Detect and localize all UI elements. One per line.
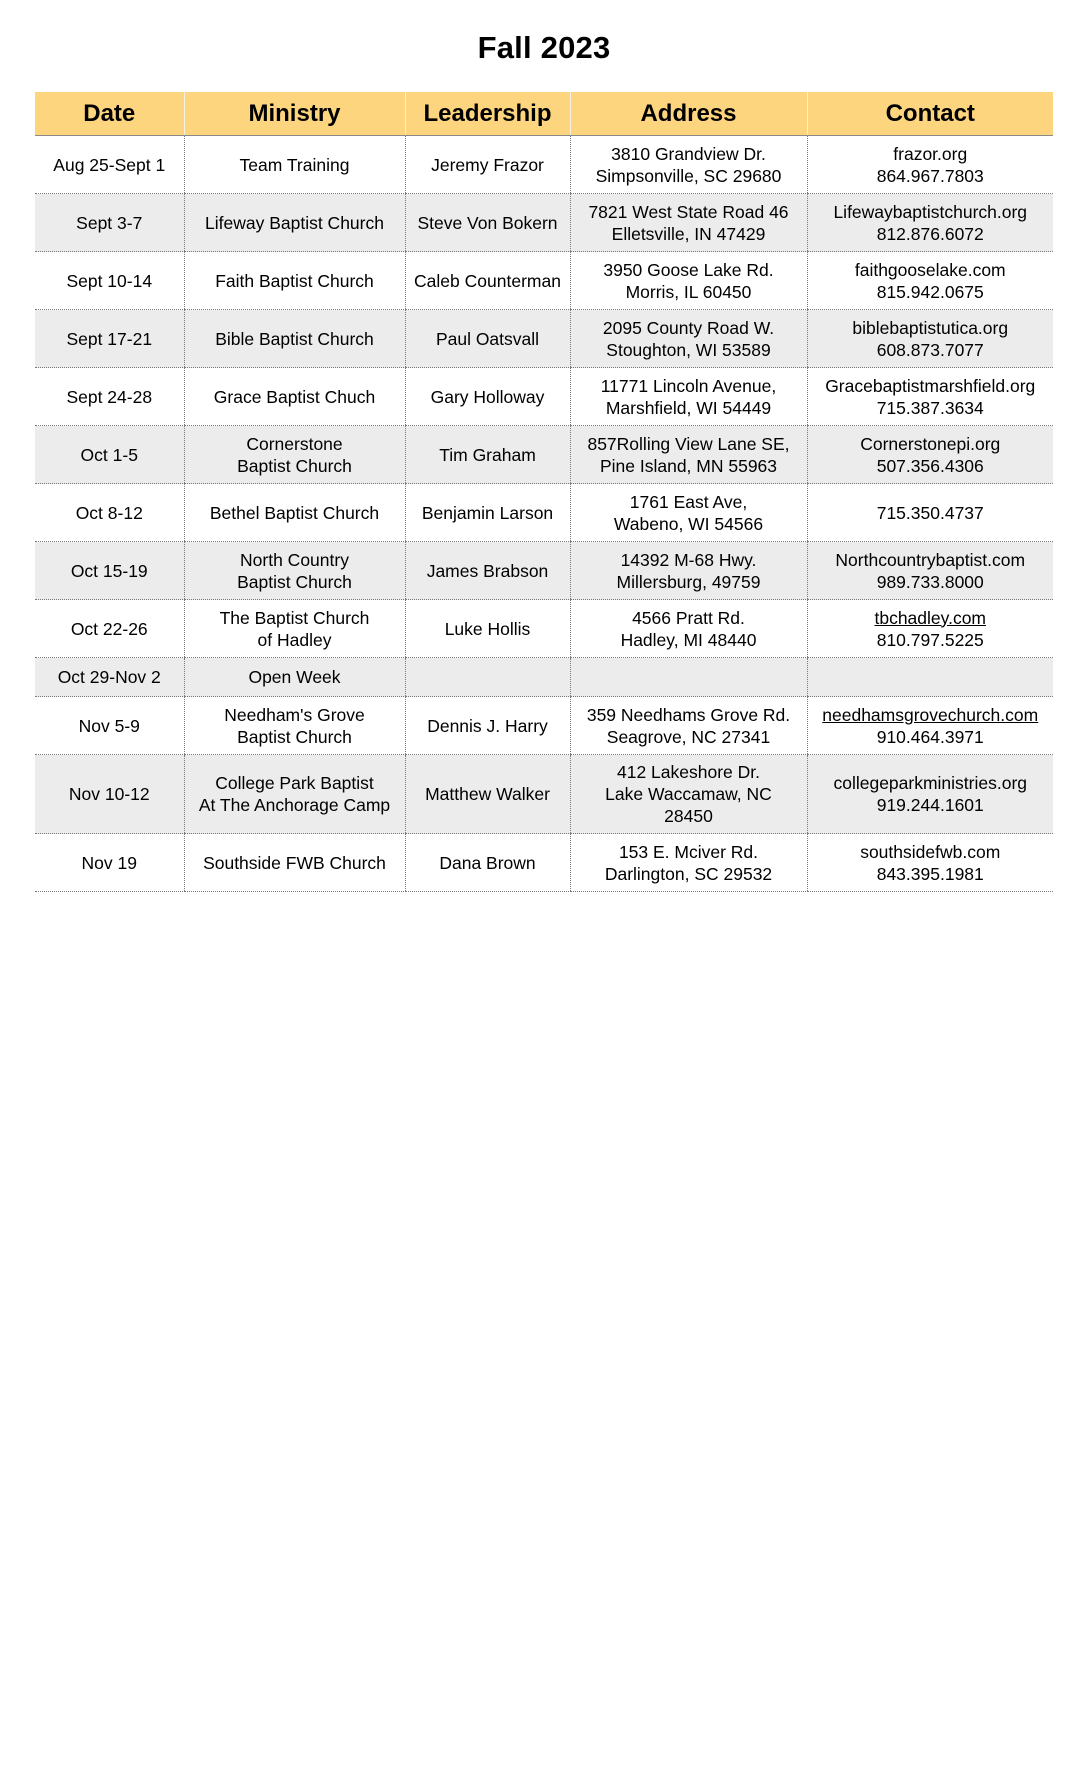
ministry-line: At The Anchorage Camp	[198, 795, 391, 815]
date-cell: Oct 22-26	[35, 600, 184, 658]
table-row	[35, 697, 1053, 755]
leader-cell: Tim Graham	[405, 426, 570, 484]
contact-cell	[807, 368, 1053, 426]
table-row	[35, 310, 1053, 368]
leader-cell	[405, 658, 570, 697]
leader-cell: Dana Brown	[405, 834, 570, 892]
contact-website: Northcountrybaptist.com	[835, 549, 1026, 570]
address-line: Lake Waccamaw, NC	[605, 784, 772, 804]
date-cell: Nov 10-12	[35, 755, 184, 834]
date-cell: Oct 8-12	[35, 484, 184, 542]
leader-cell: Paul Oatsvall	[405, 310, 570, 368]
address-cell	[570, 484, 807, 542]
ministry-cell	[184, 194, 405, 252]
address-cell	[570, 697, 807, 755]
contact-phone: 910.464.3971	[876, 726, 984, 747]
address-cell	[570, 600, 807, 658]
date-cell: Sept 10-14	[35, 252, 184, 310]
address-cell	[570, 136, 807, 194]
contact-cell	[807, 755, 1053, 834]
table-row	[35, 426, 1053, 484]
contact-website: Cornerstonepi.org	[860, 433, 1001, 454]
table-row	[35, 136, 1053, 194]
address-line: 4566 Pratt Rd.	[632, 607, 745, 628]
ministry-cell	[184, 697, 405, 755]
contact-cell	[807, 600, 1053, 658]
address-cell	[570, 252, 807, 310]
ministry-line: Baptist Church	[237, 455, 352, 476]
contact-phone: 715.387.3634	[876, 397, 984, 418]
address-line: 3950 Goose Lake Rd.	[603, 259, 774, 280]
ministry-cell	[184, 252, 405, 310]
contact-cell	[807, 697, 1053, 755]
contact-phone: 608.873.7077	[876, 339, 984, 360]
contact-phone: 989.733.8000	[876, 571, 984, 592]
ministry-cell	[184, 600, 405, 658]
ministry-line: of Hadley	[257, 629, 332, 650]
ministry-cell	[184, 136, 405, 194]
ministry-line: Baptist Church	[237, 726, 352, 747]
address-line: Morris, IL 60450	[625, 281, 752, 302]
ministry-cell	[184, 484, 405, 542]
ministry-cell	[184, 542, 405, 600]
contact-phone: 843.395.1981	[876, 863, 984, 884]
contact-website: collegeparkministries.org	[833, 773, 1028, 793]
date-cell: Nov 19	[35, 834, 184, 892]
address-line: Marshfield, WI 54449	[605, 397, 772, 418]
contact-website: Lifewaybaptistchurch.org	[833, 201, 1028, 222]
address-cell	[570, 194, 807, 252]
address-line: Stoughton, WI 53589	[606, 339, 771, 360]
table-row	[35, 252, 1053, 310]
leader-cell: Dennis J. Harry	[405, 697, 570, 755]
contact-cell	[807, 834, 1053, 892]
address-line: 2095 County Road W.	[602, 317, 775, 338]
date-cell: Sept 3-7	[35, 194, 184, 252]
contact-phone: 812.876.6072	[876, 223, 984, 244]
ministry-line: Lifeway Baptist Church	[205, 212, 384, 233]
table-row	[35, 542, 1053, 600]
date-cell: Oct 15-19	[35, 542, 184, 600]
contact-cell	[807, 542, 1053, 600]
contact-cell	[807, 136, 1053, 194]
address-cell	[570, 658, 807, 697]
contact-website: southsidefwb.com	[860, 841, 1001, 862]
date-cell: Sept 17-21	[35, 310, 184, 368]
contact-phone: 810.797.5225	[876, 629, 984, 650]
ministry-cell	[184, 426, 405, 484]
ministry-line: North Country	[240, 549, 349, 570]
header-row	[35, 92, 1053, 136]
contact-cell	[807, 310, 1053, 368]
ministry-line: Faith Baptist Church	[215, 270, 374, 291]
address-cell	[570, 834, 807, 892]
address-line: Pine Island, MN 55963	[599, 455, 778, 476]
contact-cell	[807, 252, 1053, 310]
address-line: 14392 M-68 Hwy.	[620, 549, 757, 570]
table-row	[35, 658, 1053, 697]
column-header-date: Date	[35, 92, 184, 136]
contact-phone: 715.350.4737	[876, 502, 984, 523]
address-line: 412 Lakeshore Dr.	[616, 762, 760, 782]
table-row	[35, 368, 1053, 426]
address-line: 359 Needhams Grove Rd.	[586, 704, 791, 725]
contact-website: Gracebaptistmarshfield.org	[825, 375, 1036, 396]
ministry-line: Southside FWB Church	[203, 852, 386, 873]
ministry-line: Cornerstone	[246, 433, 343, 454]
address-line: 28450	[664, 806, 713, 826]
address-line: 153 E. Mciver Rd.	[618, 841, 759, 862]
contact-website: faithgooselake.com	[854, 259, 1006, 280]
address-line: 11771 Lincoln Avenue,	[600, 375, 777, 396]
address-line: Elletsville, IN 47429	[611, 223, 766, 244]
leader-cell: Steve Von Bokern	[405, 194, 570, 252]
table-row	[35, 834, 1053, 892]
date-cell: Aug 25-Sept 1	[35, 136, 184, 194]
address-line: 7821 West State Road 46	[588, 201, 789, 222]
leader-cell: Luke Hollis	[405, 600, 570, 658]
ministry-line: Bethel Baptist Church	[209, 502, 380, 523]
ministry-line: Baptist Church	[237, 571, 352, 592]
address-line: Simpsonville, SC 29680	[595, 165, 782, 186]
ministry-line: Grace Baptist Chuch	[213, 386, 376, 407]
address-line: 857Rolling View Lane SE,	[587, 433, 790, 454]
address-cell	[570, 368, 807, 426]
contact-website: biblebaptistutica.org	[852, 317, 1009, 338]
leader-cell: James Brabson	[405, 542, 570, 600]
column-header-leadership: Leadership	[405, 92, 570, 136]
date-cell: Nov 5-9	[35, 697, 184, 755]
address-line: Wabeno, WI 54566	[613, 513, 764, 534]
contact-website-link[interactable]: needhamsgrovechurch.com	[822, 704, 1039, 725]
date-cell: Sept 24-28	[35, 368, 184, 426]
ministry-cell	[184, 755, 405, 834]
contact-cell	[807, 658, 1053, 697]
ministry-cell	[184, 310, 405, 368]
contact-cell	[807, 426, 1053, 484]
leader-cell: Gary Holloway	[405, 368, 570, 426]
contact-website: frazor.org	[893, 143, 968, 164]
ministry-cell	[184, 658, 405, 697]
date-cell: Oct 1-5	[35, 426, 184, 484]
leader-cell: Matthew Walker	[405, 755, 570, 834]
column-header-contact: Contact	[807, 92, 1053, 136]
ministry-line: Open Week	[248, 667, 341, 687]
contact-phone: 919.244.1601	[876, 795, 984, 815]
leader-cell: Jeremy Frazor	[405, 136, 570, 194]
contact-phone: 815.942.0675	[876, 281, 984, 302]
address-cell	[570, 755, 807, 834]
date-cell: Oct 29-Nov 2	[35, 658, 184, 697]
contact-cell	[807, 484, 1053, 542]
table-row	[35, 194, 1053, 252]
contact-website-link[interactable]: tbchadley.com	[874, 607, 987, 628]
ministry-line: Team Training	[239, 154, 350, 175]
column-header-ministry: Ministry	[184, 92, 405, 136]
column-header-address: Address	[570, 92, 807, 136]
table-row	[35, 484, 1053, 542]
ministry-line: The Baptist Church	[219, 607, 370, 628]
contact-phone: 507.356.4306	[876, 455, 984, 476]
ministry-line: Bible Baptist Church	[215, 328, 374, 349]
ministry-cell	[184, 368, 405, 426]
table-row	[35, 755, 1053, 834]
address-line: Hadley, MI 48440	[620, 629, 757, 650]
address-line: 3810 Grandview Dr.	[611, 143, 766, 164]
ministry-line: Needham's Grove	[224, 704, 365, 725]
contact-phone: 864.967.7803	[876, 165, 984, 186]
table-row	[35, 600, 1053, 658]
contact-cell	[807, 194, 1053, 252]
ministry-line: College Park Baptist	[215, 773, 374, 793]
address-line: Seagrove, NC 27341	[606, 726, 771, 747]
schedule-table	[35, 92, 1053, 892]
address-cell	[570, 310, 807, 368]
address-line: 1761 East Ave,	[629, 491, 748, 512]
address-cell	[570, 426, 807, 484]
leader-cell: Benjamin Larson	[405, 484, 570, 542]
address-line: Darlington, SC 29532	[604, 863, 773, 884]
leader-cell: Caleb Counterman	[405, 252, 570, 310]
page-title: Fall 2023	[477, 30, 611, 65]
ministry-cell	[184, 834, 405, 892]
address-cell	[570, 542, 807, 600]
address-line: Millersburg, 49759	[616, 571, 761, 592]
